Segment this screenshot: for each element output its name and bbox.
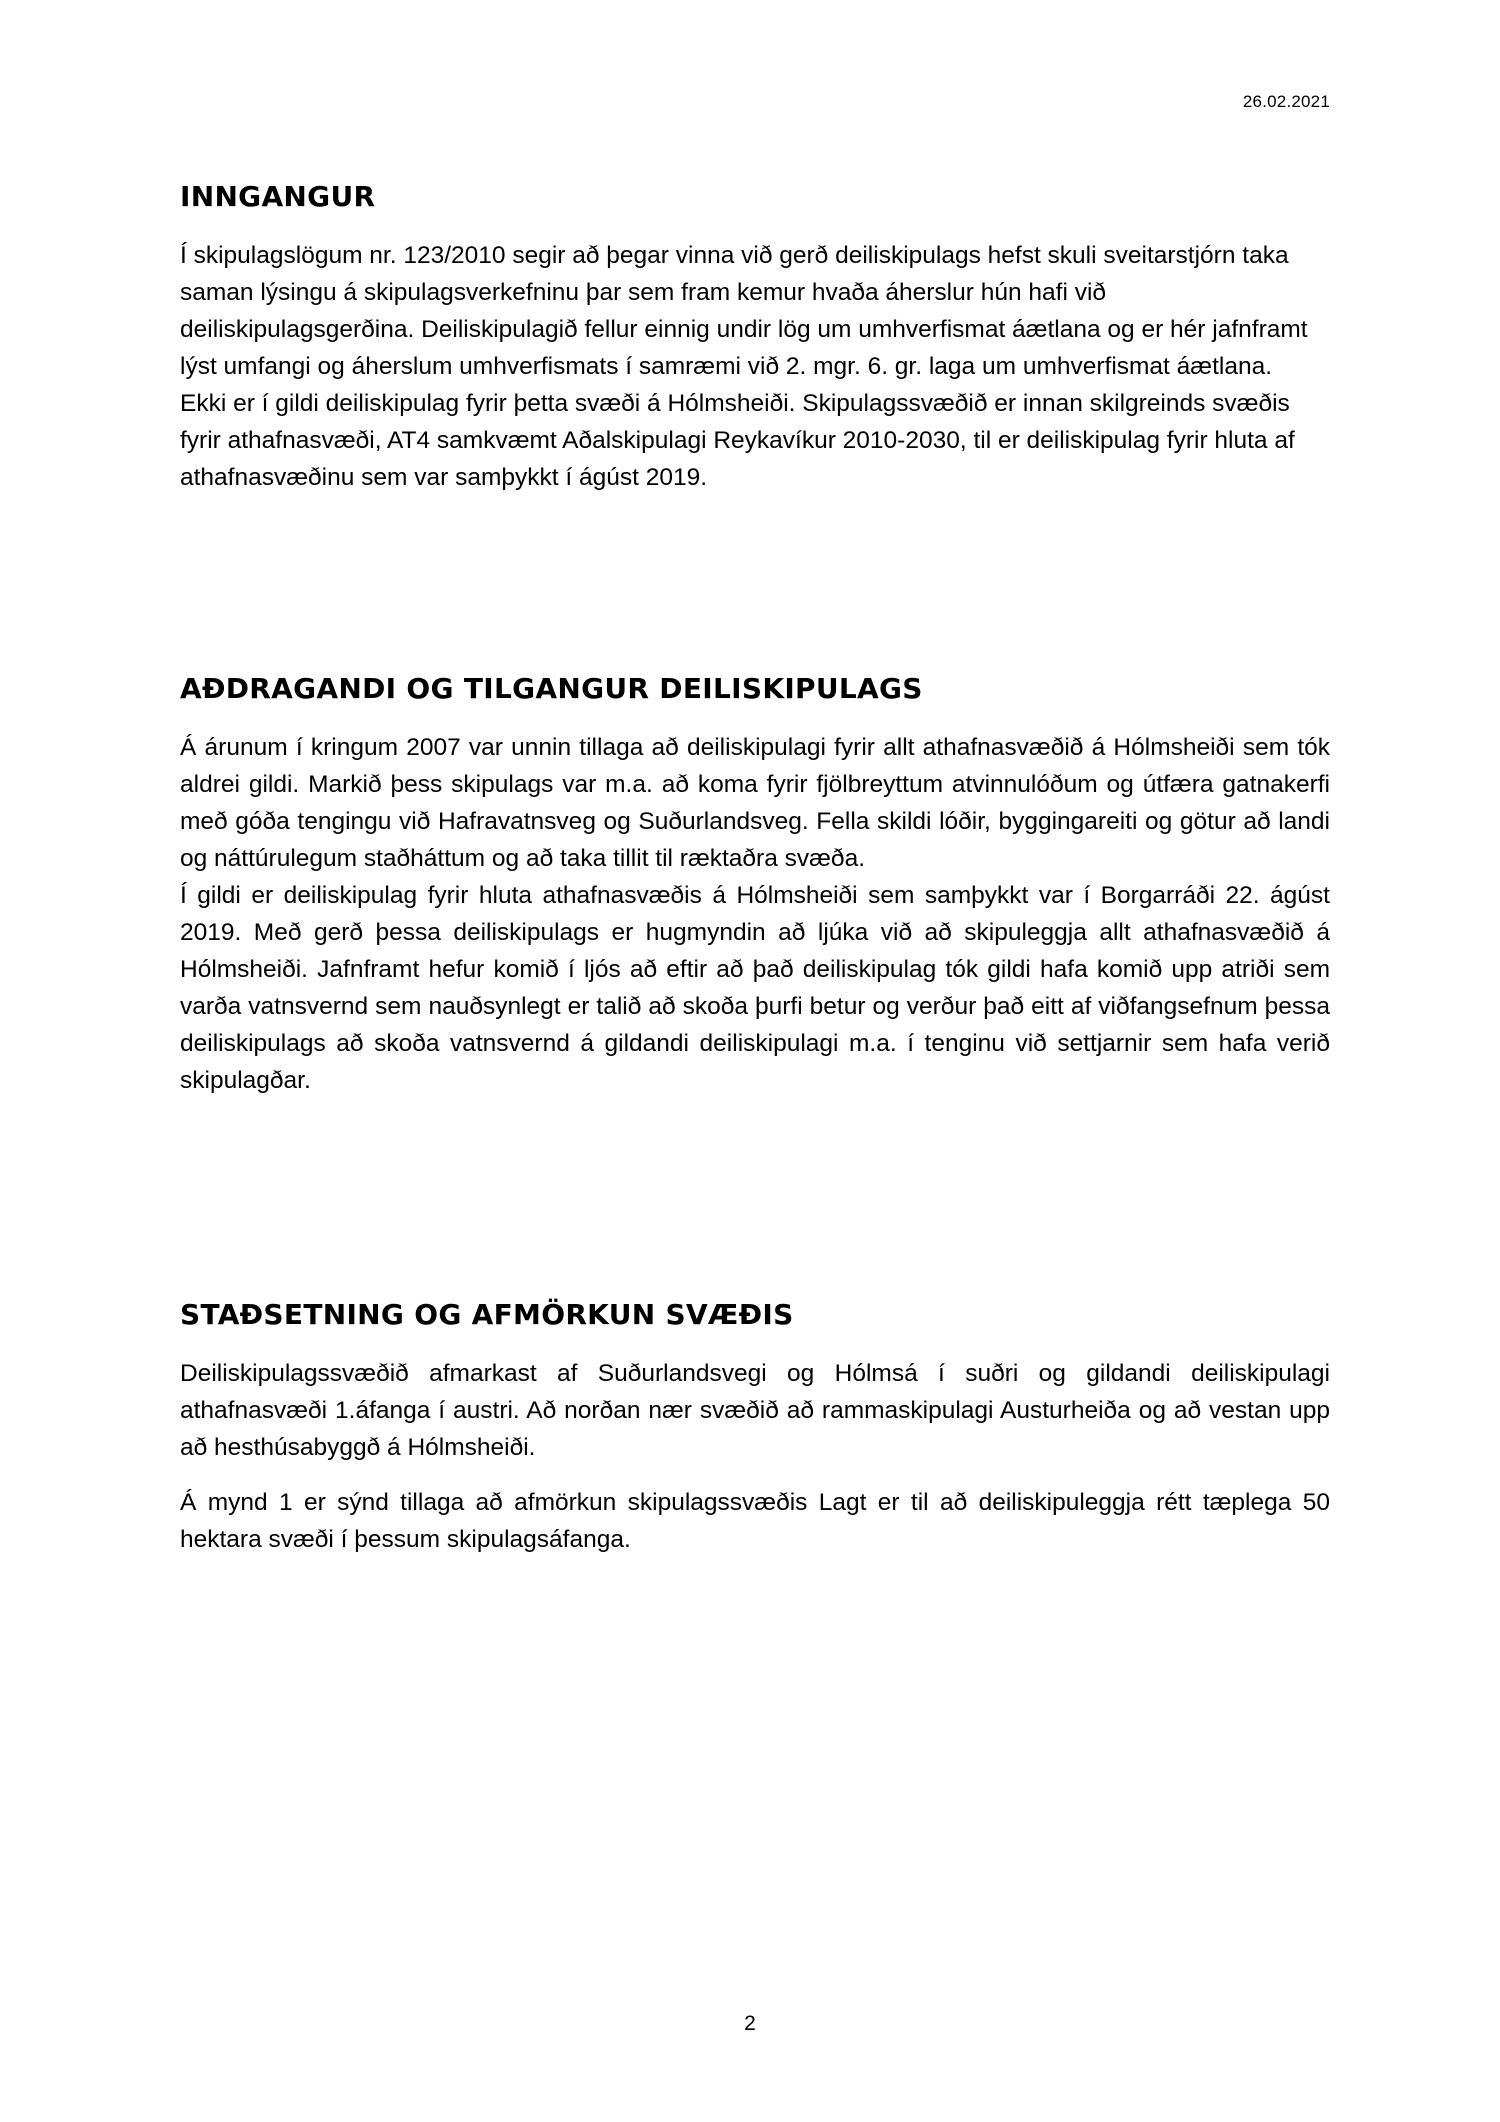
paragraph: Ekki er í gildi deiliskipulag fyrir þetta svæði á Hólmsheiði. Skipulagssvæðið er innan skilgreinds svæðis fyrir athafnasvæði, AT4 samkvæmt Aðalskipulagi Reykavíkur 2010-2030, til er deiliskipulag fyrir hluta af athafnasvæðinu sem var samþykkt í ágúst 2019. (180, 390, 1295, 491)
paragraph: Á mynd 1 er sýnd tillaga að afmörkun skipulagssvæðis Lagt er til að deiliskipuleggja rétt tæplega 50 hektara svæði í þessum skipulagsáfanga. (180, 1489, 1330, 1553)
paragraph: Deiliskipulagssvæðið afmarkast af Suðurlandsvegi og Hólmsá í suðri og gildandi deiliskipulagi athafnasvæði 1.áfanga í austri. Að norðan nær svæðið að rammaskipulagi Austurheiða og að vestan upp að hesthúsabyggð á Hólmsheiði. (180, 1360, 1330, 1461)
section-heading: STAÐSETNING OG AFMÖRKUN SVÆÐIS (180, 1298, 794, 1331)
section-heading: INNGANGUR (180, 180, 376, 213)
section-addragandi (180, 672, 1330, 1099)
page-date: 26.02.2021 (1242, 92, 1330, 111)
paragraph: Í skipulagslögum nr. 123/2010 segir að þegar vinna við gerð deiliskipulags hefst skuli sveitarstjórn taka saman lýsingu á skipulagsverkefninu þar sem fram kemur hvaða áherslur hún hafi við deiliskipulagsgerðina. Deiliskipulagið fellur einnig undir lög um umhverfismat áætlana og er hér jafnframt lýst umfangi og áherslum umhverfismats í samræmi við 2. mgr. 6. gr. laga um umhverfismat áætlana. (180, 242, 1308, 380)
section-heading: AÐDRAGANDI OG TILGANGUR DEILISKIPULAGS (180, 672, 923, 705)
paragraph: Í gildi er deiliskipulag fyrir hluta athafnasvæðis á Hólmsheiði sem samþykkt var í Borgarráði 22. ágúst 2019. Með gerð þessa deiliskipulags er hugmyndin að ljúka við að skipuleggja allt athafnasvæðið á Hólmsheiði. Jafnframt hefur komið í ljós að eftir að það deiliskipulag tók gildi hafa komið upp atriði sem varða vatnsvernd sem nauðsynlegt er talið að skoða þurfi betur og verður það eitt af viðfangsefnum þessa deiliskipulags að skoða vatnsvernd á gildandi deiliskipulagi m.a. í tenginu við settjarnir sem hafa verið skipulagðar. (180, 882, 1330, 1094)
paragraph: Á árunum í kringum 2007 var unnin tillaga að deiliskipulagi fyrir allt athafnasvæðið á Hólmsheiði sem tók aldrei gildi. Markið þess skipulags var m.a. að koma fyrir fjölbreyttum atvinnulóðum og útfæra gatnakerfi með góða tengingu við Hafravatnsveg og Suðurlandsveg. Fella skildi lóðir, byggingareiti og götur að landi og náttúrulegum staðháttum og að taka tillit til ræktaðra svæða. (180, 734, 1330, 872)
section-stadsetning (180, 1298, 1330, 1558)
section-inngangur (180, 180, 1330, 496)
page-number: 2 (744, 2012, 756, 2035)
